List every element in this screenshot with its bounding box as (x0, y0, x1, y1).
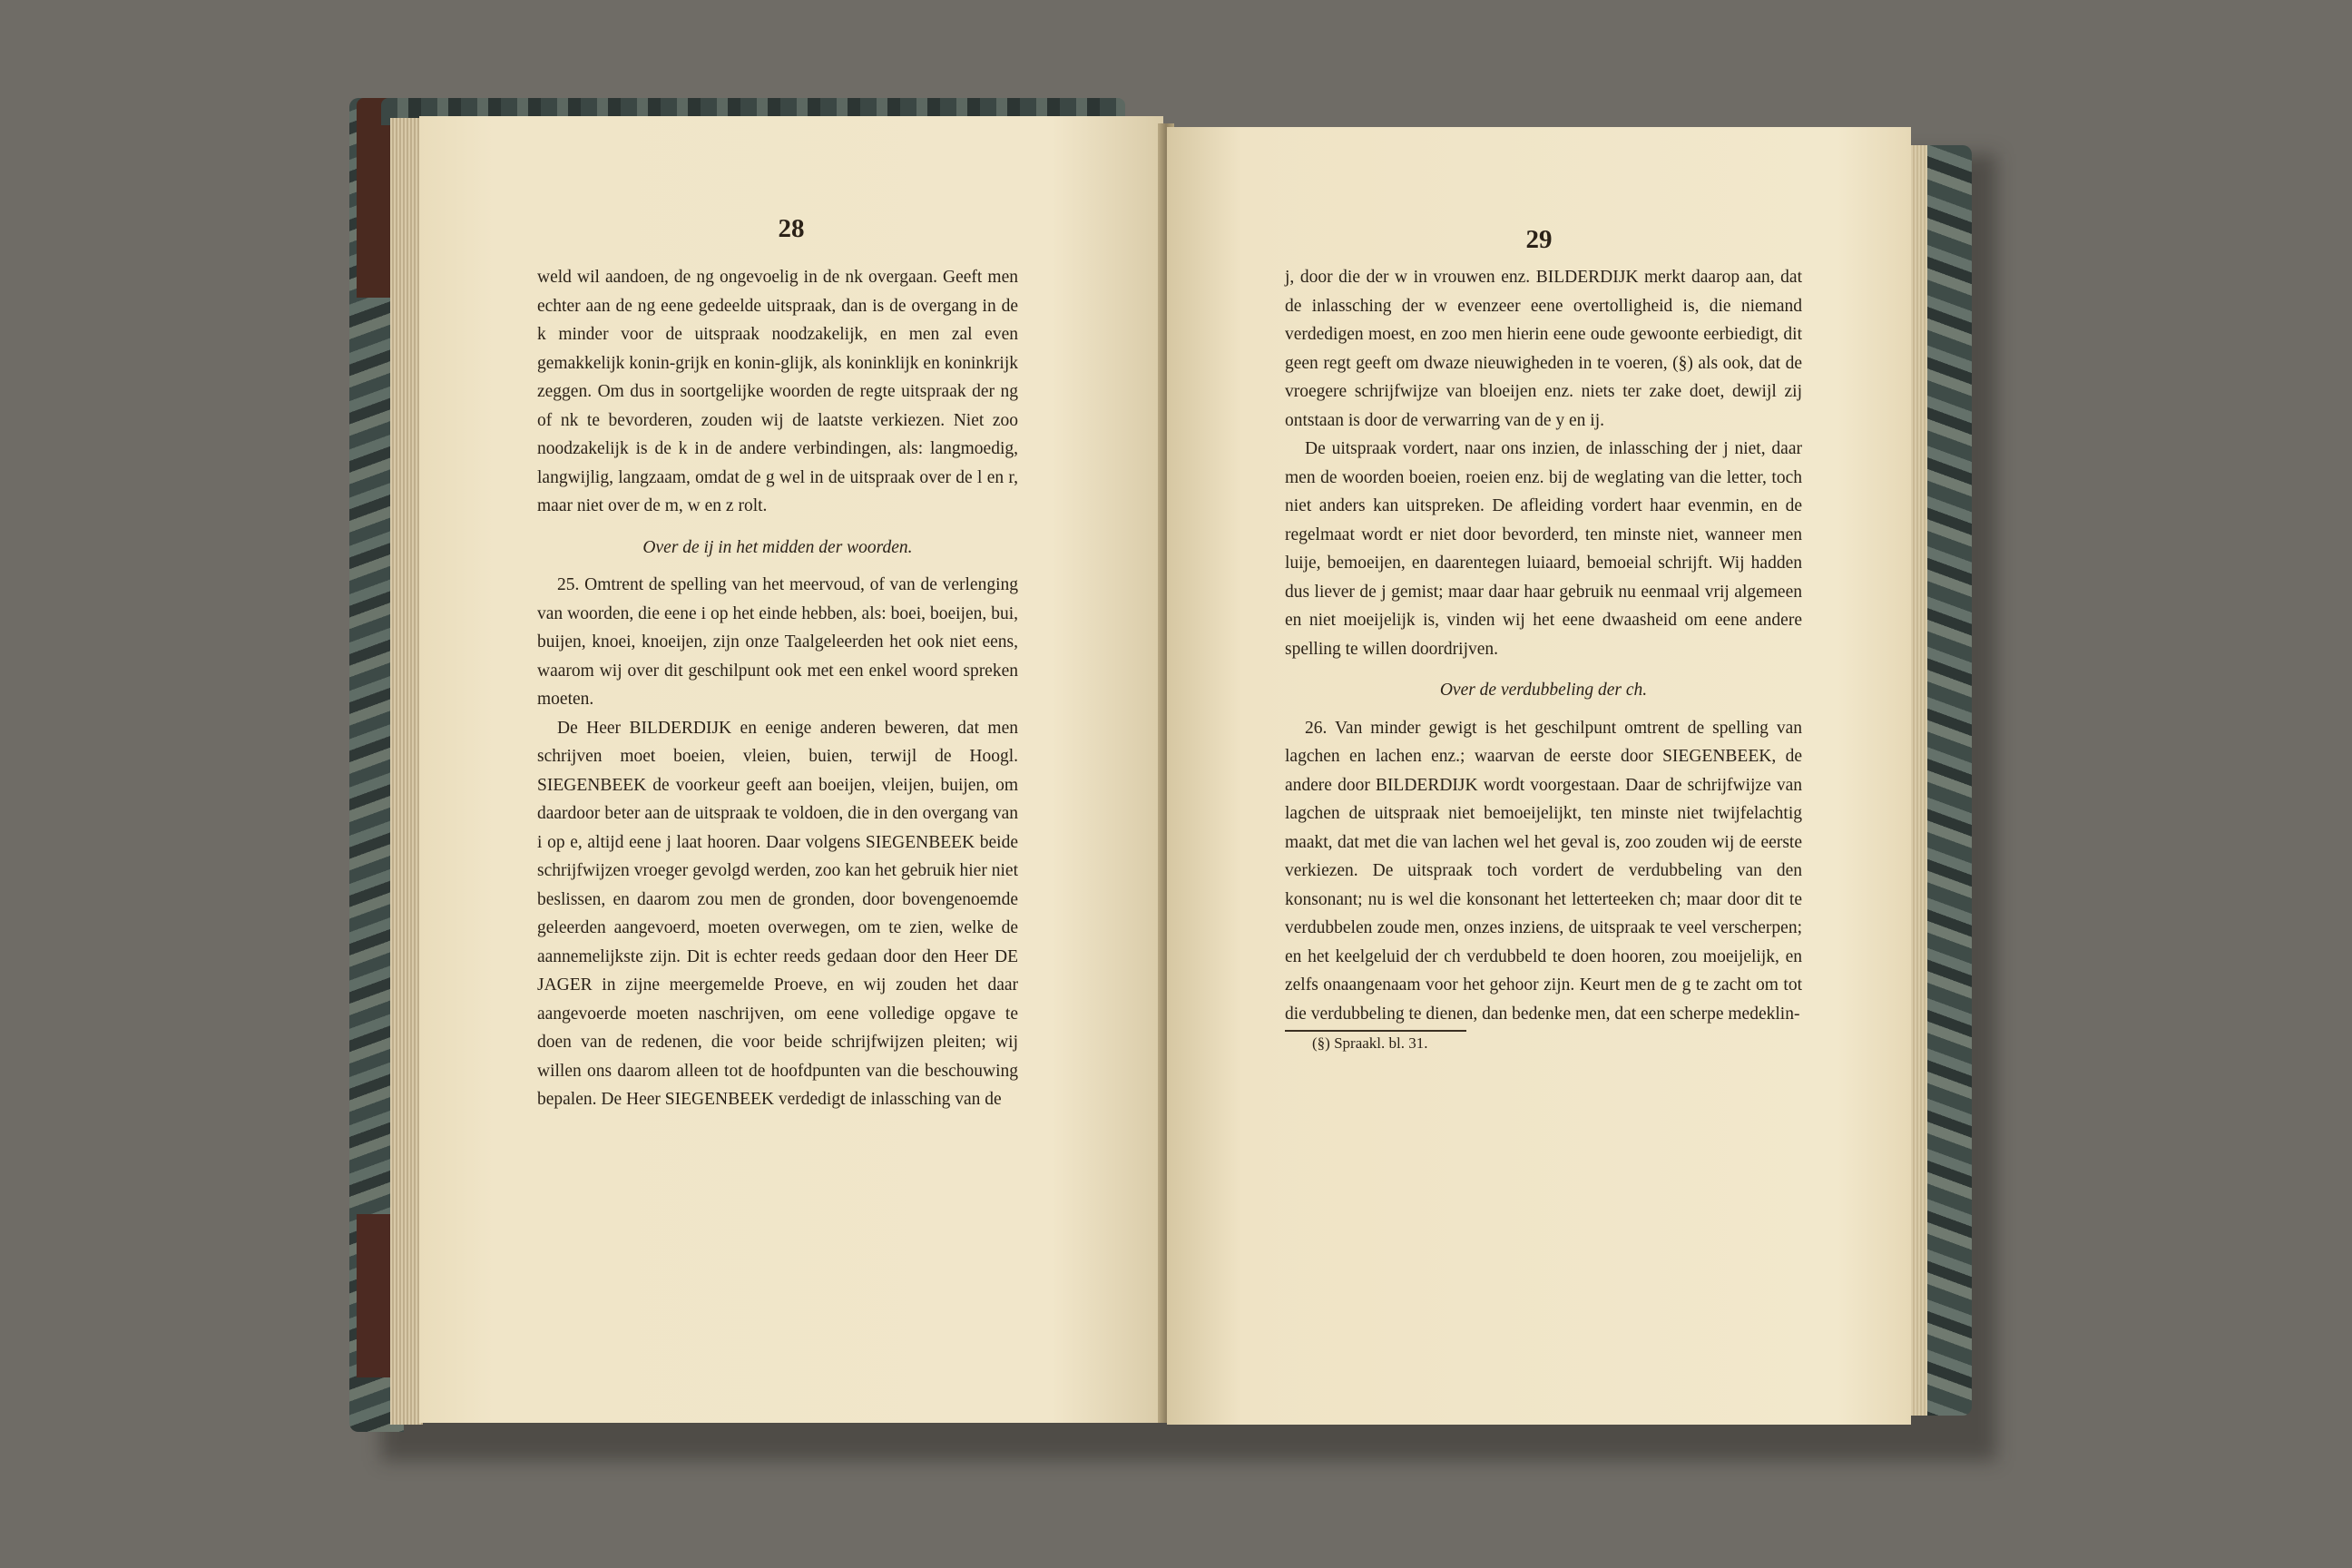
section-heading: Over de ij in het midden der woorden. (642, 537, 913, 557)
footnote: (§) Spraakl. bl. 31. (1312, 1034, 1428, 1052)
paragraph: 26. Van minder gewigt is het geschilpunt omtrent de spelling van lagchen en lachen enz.; waarvan de eerste door SIEGENBEEK, de andere door BILDERDIJK wordt voorgestaan. Daar de schrijfwijze van lagchen de uitspraak niet bemoeijelijkt, ten minste niet twijfelachtig maakt, dat met die van lachen wel het geval is, zoo zouden wij de eerste verkiezen. De uitspraak toch vordert de verdubbeling van den konsonant; nu is wel die konsonant het letterteeken ch; maar door dit te verdubbelen zoude men, onzes inziens, de uitspraak te veel verscherpen; en het keelgeluid der ch verdubbeld te doen hooren, zou moeijelijk, en zelfs onaangenaam voor het gehoor zijn. Keurt men de g te zacht om tot die verdubbeling te dienen, dan bedenke men, dat een scherpe medeklin- (1285, 718, 1802, 1024)
page-text (1285, 263, 1802, 1055)
right-page (1167, 127, 1911, 1425)
section-heading: Over de verdubbeling der ch. (1439, 681, 1648, 700)
paragraph: j, door die der w in vrouwen enz. BILDERDIJK merkt daarop aan, dat de inlassching der w evenzeer eene overtolligheid is, die niemand verdedigen moest, en zoo men hierin eene oude gewoonte eerbiedigt, dit geen regt geeft om dwaze nieuwigheden in te voeren, (§) als ook, dat de vroegere schrijfwijze van bloeijen enz. niets ter zake doet, dewijl zij ontstaan is door de verwarring van de y en ij. (1285, 268, 1802, 430)
paragraph: weld wil aandoen, de ng ongevoelig in de nk overgaan. Geeft men echter aan de ng eene gedeelde uitspraak, dan is de overgang in de k minder voor de uitspraak noodzakelijk, en men zal even gemakkelijk konin-grijk en konin-glijk, als koninklijk en koninkrijk zeggen. Om dus in soortgelijke woorden de regte uitspraak der ng of nk te bevorderen, zouden wij de laatste verkiezen. Niet zoo noodzakelijk is de k in de andere verbindingen, als: langmoedig, langwijlig, langzaam, omdat de g wel in de uitspraak over de l en r, maar niet over de m, w en z rolt. (537, 268, 1018, 515)
page-edges-left (390, 118, 423, 1425)
paragraph: 25. Omtrent de spelling van het meervoud, of van de verlenging van woorden, die eene i op het einde hebben, als: boei, boeijen, bui, buijen, knoei, knoeijen, zijn onze Taalgeleerden het ook niet eens, waarom wij over dit geschilpunt ook met een enkel woord spreken moeten. (537, 575, 1018, 709)
paragraph: De uitspraak vordert, naar ons inzien, de inlassching der j niet, daar men de woorden boeien, roeien enz. bij de weglating van die letter, toch niet anders kan uitspreken. De afleiding vordert haar evenmin, en de regelmaat wordt er niet door bevorderd, ten minste niet, wanneer men luije, bemoeijen, en daarentegen luiaard, bemoeial schrijft. Wij hadden dus liever de j gemist; maar daar haar gebruik nu eenmaal vrij algemeen en niet moeijelijk is, vinden wij het eene dwaasheid om eene andere spelling te willen doordrijven. (1285, 439, 1802, 659)
page-text (537, 263, 1018, 1114)
page-number: 28 (778, 214, 805, 243)
paragraph: De Heer BILDERDIJK en eenige anderen beweren, dat men schrijven moet boeien, vleien, buien, terwijl de Hoogl. SIEGENBEEK de voorkeur geeft aan boeijen, vleijen, buijen, om daardoor beter aan de uitspraak te voldoen, die in den overgang van i op e, altijd eene j laat hooren. Daar volgens SIEGENBEEK beide schrijfwijzen vroeger gevolgd werden, zoo kan het gebruik hier niet beslissen, en daarom zou men de gronden, door bovengenoemde geleerden aangevoerd, moeten overwegen, om te zien, welke de aannemelijkste zijn. Dit is echter reeds gedaan door den Heer DE JAGER in zijne meergemelde Proeve, en wij zouden het daar aangevoerde moeten naschrijven, om eene volledige opgave te doen van de redenen, die voor beide schrijfwijzen pleiten; wij willen ons daarom alleen tot de hoofdpunten van die beschouwing bepalen. De Heer SIEGENBEEK verdedigt de inlassching van de (537, 718, 1018, 1109)
page-number: 29 (1525, 225, 1553, 254)
left-page (419, 116, 1163, 1423)
